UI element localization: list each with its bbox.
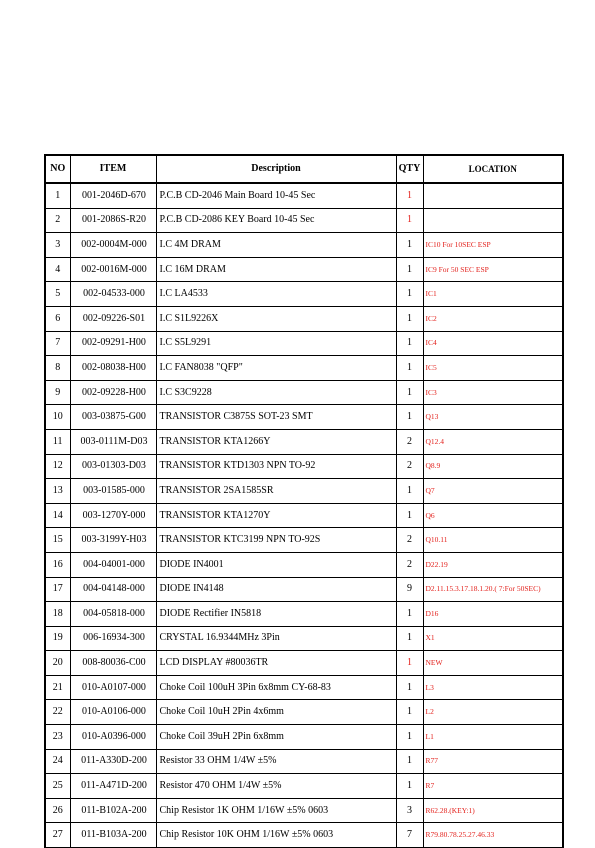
row-no: 13 bbox=[45, 479, 70, 504]
row-qty: 1 bbox=[396, 306, 423, 331]
row-no: 25 bbox=[45, 774, 70, 799]
row-location: R7 bbox=[423, 774, 563, 799]
row-qty: 1 bbox=[396, 651, 423, 676]
row-item-code: 011-A471D-200 bbox=[70, 774, 156, 799]
row-no: 14 bbox=[45, 503, 70, 528]
table-row bbox=[45, 675, 563, 700]
row-description: TRANSISTOR C3875S SOT-23 SMT bbox=[156, 405, 396, 430]
row-item-code: 006-16934-300 bbox=[70, 626, 156, 651]
row-location: L2 bbox=[423, 700, 563, 725]
row-description: I.C LA4533 bbox=[156, 282, 396, 307]
table-row bbox=[45, 700, 563, 725]
row-no: 18 bbox=[45, 602, 70, 627]
row-description: DIODE IN4148 bbox=[156, 577, 396, 602]
row-description: Choke Coil 39uH 2Pin 6x8mm bbox=[156, 725, 396, 750]
row-qty: 2 bbox=[396, 429, 423, 454]
row-no: 8 bbox=[45, 356, 70, 381]
table-row bbox=[45, 479, 563, 504]
table-row bbox=[45, 798, 563, 823]
row-location: D16 bbox=[423, 602, 563, 627]
row-no: 10 bbox=[45, 405, 70, 430]
table-row bbox=[45, 429, 563, 454]
row-qty: 1 bbox=[396, 257, 423, 282]
table-row bbox=[45, 233, 563, 258]
row-location: Q13 bbox=[423, 405, 563, 430]
row-location bbox=[423, 208, 563, 233]
row-qty: 1 bbox=[396, 356, 423, 381]
row-description: P.C.B CD-2086 KEY Board 10-45 Sec bbox=[156, 208, 396, 233]
row-no: 6 bbox=[45, 306, 70, 331]
row-no: 23 bbox=[45, 725, 70, 750]
row-qty: 2 bbox=[396, 552, 423, 577]
table-row bbox=[45, 503, 563, 528]
row-item-code: 002-0004M-000 bbox=[70, 233, 156, 258]
row-location: L1 bbox=[423, 725, 563, 750]
table-row bbox=[45, 208, 563, 233]
row-item-code: 002-04533-000 bbox=[70, 282, 156, 307]
row-no: 1 bbox=[45, 183, 70, 208]
table-row bbox=[45, 306, 563, 331]
row-item-code: 004-04001-000 bbox=[70, 552, 156, 577]
row-description: DIODE Rectifier IN5818 bbox=[156, 602, 396, 627]
row-qty: 1 bbox=[396, 700, 423, 725]
row-no: 24 bbox=[45, 749, 70, 774]
row-qty: 1 bbox=[396, 183, 423, 208]
row-description: I.C S3C9228 bbox=[156, 380, 396, 405]
row-location: IC2 bbox=[423, 306, 563, 331]
table-row bbox=[45, 282, 563, 307]
table-row bbox=[45, 331, 563, 356]
row-no: 15 bbox=[45, 528, 70, 553]
row-location: NEW bbox=[423, 651, 563, 676]
row-item-code: 011-B102A-200 bbox=[70, 798, 156, 823]
row-qty: 1 bbox=[396, 208, 423, 233]
row-description: I.C S1L9226X bbox=[156, 306, 396, 331]
bom-table bbox=[44, 154, 564, 848]
row-no: 3 bbox=[45, 233, 70, 258]
row-item-code: 003-1270Y-000 bbox=[70, 503, 156, 528]
row-no: 19 bbox=[45, 626, 70, 651]
row-description: TRANSISTOR KTA1270Y bbox=[156, 503, 396, 528]
row-item-code: 002-0016M-000 bbox=[70, 257, 156, 282]
table-row bbox=[45, 749, 563, 774]
row-location: Q6 bbox=[423, 503, 563, 528]
row-item-code: 003-0111M-D03 bbox=[70, 429, 156, 454]
row-item-code: 002-09291-H00 bbox=[70, 331, 156, 356]
header-no: NO bbox=[45, 155, 70, 183]
row-no: 9 bbox=[45, 380, 70, 405]
row-qty: 1 bbox=[396, 626, 423, 651]
row-location: Q8.9 bbox=[423, 454, 563, 479]
row-no: 20 bbox=[45, 651, 70, 676]
row-qty: 7 bbox=[396, 823, 423, 848]
row-qty: 1 bbox=[396, 282, 423, 307]
row-qty: 1 bbox=[396, 602, 423, 627]
row-qty: 1 bbox=[396, 331, 423, 356]
row-qty: 1 bbox=[396, 380, 423, 405]
table-row bbox=[45, 405, 563, 430]
row-no: 26 bbox=[45, 798, 70, 823]
row-no: 16 bbox=[45, 552, 70, 577]
table-row bbox=[45, 602, 563, 627]
row-description: Resistor 470 OHM 1/4W ±5% bbox=[156, 774, 396, 799]
row-item-code: 008-80036-C00 bbox=[70, 651, 156, 676]
row-location: IC4 bbox=[423, 331, 563, 356]
row-description: TRANSISTOR KTA1266Y bbox=[156, 429, 396, 454]
row-description: DIODE IN4001 bbox=[156, 552, 396, 577]
row-qty: 1 bbox=[396, 725, 423, 750]
row-description: TRANSISTOR 2SA1585SR bbox=[156, 479, 396, 504]
row-description: I.C S5L9291 bbox=[156, 331, 396, 356]
row-no: 4 bbox=[45, 257, 70, 282]
row-location: X1 bbox=[423, 626, 563, 651]
row-qty: 1 bbox=[396, 675, 423, 700]
table-body bbox=[45, 183, 563, 848]
row-description: Choke Coil 100uH 3Pin 6x8mm CY-68-83 bbox=[156, 675, 396, 700]
row-item-code: 011-B103A-200 bbox=[70, 823, 156, 848]
header-qty: QTY bbox=[396, 155, 423, 183]
header-item: ITEM bbox=[70, 155, 156, 183]
table-row bbox=[45, 356, 563, 381]
row-description: Chip Resistor 10K OHM 1/16W ±5% 0603 bbox=[156, 823, 396, 848]
table-row bbox=[45, 577, 563, 602]
row-item-code: 001-2046D-670 bbox=[70, 183, 156, 208]
row-description: TRANSISTOR KTD1303 NPN TO-92 bbox=[156, 454, 396, 479]
row-no: 5 bbox=[45, 282, 70, 307]
table-header-row bbox=[45, 155, 563, 183]
row-location: R77 bbox=[423, 749, 563, 774]
row-no: 11 bbox=[45, 429, 70, 454]
table-row bbox=[45, 454, 563, 479]
row-item-code: 011-A330D-200 bbox=[70, 749, 156, 774]
table-row bbox=[45, 626, 563, 651]
row-location: R62.28.(KEY:1) bbox=[423, 798, 563, 823]
row-description: Choke Coil 10uH 2Pin 4x6mm bbox=[156, 700, 396, 725]
row-location: Q12.4 bbox=[423, 429, 563, 454]
table-row bbox=[45, 257, 563, 282]
row-location: Q7 bbox=[423, 479, 563, 504]
row-description: I.C 4M DRAM bbox=[156, 233, 396, 258]
row-location: Q10.11 bbox=[423, 528, 563, 553]
row-qty: 3 bbox=[396, 798, 423, 823]
row-qty: 1 bbox=[396, 774, 423, 799]
row-description: CRYSTAL 16.9344MHz 3Pin bbox=[156, 626, 396, 651]
row-location: IC9 For 50 SEC ESP bbox=[423, 257, 563, 282]
row-item-code: 002-09228-H00 bbox=[70, 380, 156, 405]
row-no: 17 bbox=[45, 577, 70, 602]
row-item-code: 003-01303-D03 bbox=[70, 454, 156, 479]
row-qty: 1 bbox=[396, 479, 423, 504]
row-description: Resistor 33 OHM 1/4W ±5% bbox=[156, 749, 396, 774]
row-item-code: 003-03875-G00 bbox=[70, 405, 156, 430]
row-no: 2 bbox=[45, 208, 70, 233]
header-description: Description bbox=[156, 155, 396, 183]
row-location bbox=[423, 183, 563, 208]
row-qty: 1 bbox=[396, 503, 423, 528]
table-row bbox=[45, 823, 563, 848]
row-item-code: 003-3199Y-H03 bbox=[70, 528, 156, 553]
row-item-code: 002-08038-H00 bbox=[70, 356, 156, 381]
row-item-code: 003-01585-000 bbox=[70, 479, 156, 504]
table-row bbox=[45, 552, 563, 577]
row-item-code: 010-A0106-000 bbox=[70, 700, 156, 725]
row-no: 7 bbox=[45, 331, 70, 356]
row-description: I.C 16M DRAM bbox=[156, 257, 396, 282]
row-item-code: 002-09226-S01 bbox=[70, 306, 156, 331]
row-location: L3 bbox=[423, 675, 563, 700]
row-no: 27 bbox=[45, 823, 70, 848]
row-qty: 9 bbox=[396, 577, 423, 602]
row-qty: 2 bbox=[396, 528, 423, 553]
row-description: LCD DISPLAY #80036TR bbox=[156, 651, 396, 676]
table-row bbox=[45, 651, 563, 676]
row-description: I.C FAN8038 "QFP" bbox=[156, 356, 396, 381]
row-no: 22 bbox=[45, 700, 70, 725]
table-row bbox=[45, 183, 563, 208]
row-description: Chip Resistor 1K OHM 1/16W ±5% 0603 bbox=[156, 798, 396, 823]
row-location: IC3 bbox=[423, 380, 563, 405]
table-row bbox=[45, 380, 563, 405]
row-item-code: 001-2086S-R20 bbox=[70, 208, 156, 233]
row-qty: 1 bbox=[396, 405, 423, 430]
table-row bbox=[45, 774, 563, 799]
row-qty: 1 bbox=[396, 749, 423, 774]
row-location: IC5 bbox=[423, 356, 563, 381]
row-item-code: 004-04148-000 bbox=[70, 577, 156, 602]
row-description: P.C.B CD-2046 Main Board 10-45 Sec bbox=[156, 183, 396, 208]
table-row bbox=[45, 528, 563, 553]
row-item-code: 010-A0396-000 bbox=[70, 725, 156, 750]
row-item-code: 004-05818-000 bbox=[70, 602, 156, 627]
row-location: D2.11.15.3.17.18.1.20.( 7:For 50SEC) bbox=[423, 577, 563, 602]
row-no: 21 bbox=[45, 675, 70, 700]
row-location: IC10 For 10SEC ESP bbox=[423, 233, 563, 258]
row-qty: 1 bbox=[396, 233, 423, 258]
row-no: 12 bbox=[45, 454, 70, 479]
row-location: D22.19 bbox=[423, 552, 563, 577]
row-description: TRANSISTOR KTC3199 NPN TO-92S bbox=[156, 528, 396, 553]
table-row bbox=[45, 725, 563, 750]
row-location: IC1 bbox=[423, 282, 563, 307]
row-location: R79.80.78.25.27.46.33 bbox=[423, 823, 563, 848]
row-item-code: 010-A0107-000 bbox=[70, 675, 156, 700]
header-location: LOCATION bbox=[423, 155, 563, 183]
row-qty: 2 bbox=[396, 454, 423, 479]
